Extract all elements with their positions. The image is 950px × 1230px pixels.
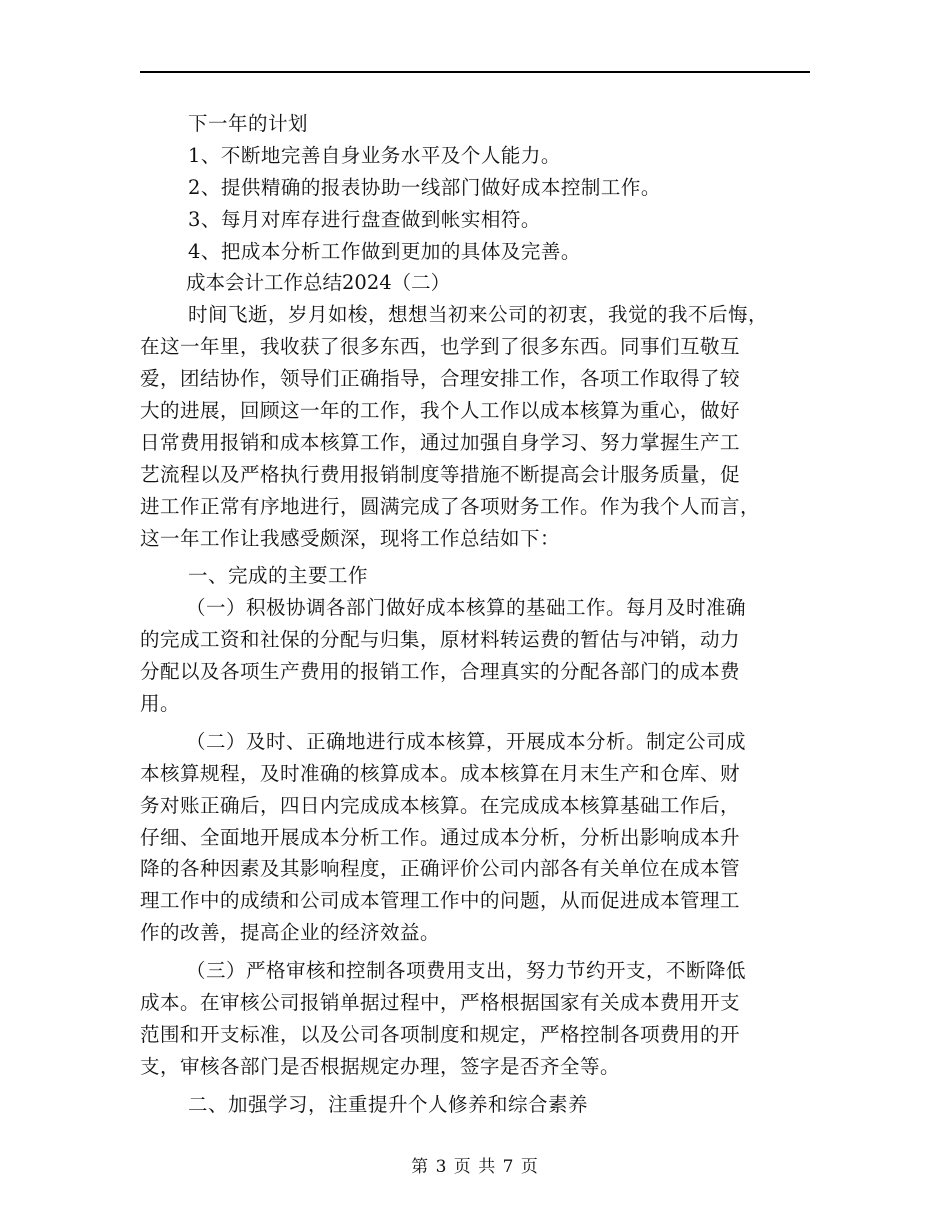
paragraph-line: 艺流程以及严格执行费用报销制度等措施不断提高会计服务质量，促 [140, 462, 741, 486]
page-number: 第 3 页 共 7 页 [411, 1157, 539, 1177]
heading-study: 二、加强学习，注重提升个人修养和综合素养 [188, 1092, 589, 1116]
paragraph-line: （三）严格审核和控制各项费用支出，努力节约开支，不断降低 [186, 959, 747, 983]
paragraph-line: 分配以及各项生产费用的报销工作，合理真实的分配各部门的成本费 [140, 660, 741, 684]
paragraph-line: 的完成工资和社保的分配与归集，原材料转运费的暂估与冲销，动力 [140, 628, 741, 652]
paragraph-line: 进工作正常有序地进行，圆满完成了各项财务工作。作为我个人而言， [140, 494, 761, 518]
paragraph-line: 范围和开支标准，以及公司各项制度和规定，严格控制各项费用的开 [140, 1022, 741, 1046]
plan-item-3: 3、每月对库存进行盘查做到帐实相符。 [188, 207, 541, 231]
paragraph-line: 时间飞逝，岁月如梭，想想当初来公司的初衷，我觉的我不后悔， [188, 303, 769, 327]
paragraph-basic-work [140, 592, 810, 720]
paragraph-line: 作的改善，提高企业的经济效益。 [140, 921, 441, 945]
paragraph-line: （二）及时、正确地进行成本核算，开展成本分析。制定公司成 [186, 729, 747, 753]
paragraph-line: 爱，团结协作，领导们正确指导，合理安排工作，各项工作取得了较 [140, 367, 741, 391]
paragraph-line: 支，审核各部门是否根据规定办理，签字是否齐全等。 [140, 1054, 621, 1078]
plan-item-4: 4、把成本分析工作做到更加的具体及完善。 [188, 239, 581, 263]
paragraph-line: 成本。在审核公司报销单据过程中，严格根据国家有关成本费用开支 [140, 991, 741, 1015]
heading-main-work: 一、完成的主要工作 [188, 564, 369, 588]
paragraph-line: （一）积极协调各部门做好成本核算的基础工作。每月及时准确 [186, 596, 747, 620]
plan-heading: 下一年的计划 [188, 112, 309, 135]
plan-item-1: 1、不断地完善自身业务水平及个人能力。 [188, 143, 561, 167]
document-body [140, 108, 810, 1121]
paragraph-line: 降的各种因素及其影响程度，正确评价公司内部各有关单位在成本管 [140, 857, 741, 881]
paragraph-line: 务对账正确后，四日内完成成本核算。在完成成本核算基础工作后， [140, 793, 741, 817]
header-rule [140, 71, 810, 73]
paragraph-line: 日常费用报销和成本核算工作，通过加强自身学习、努力掌握生产工 [140, 430, 741, 454]
plan-item-2: 2、提供精确的报表协助一线部门做好成本控制工作。 [188, 175, 661, 199]
paragraph-expense-control [140, 955, 810, 1083]
paragraph-line: 用。 [140, 692, 181, 716]
intro-paragraph [140, 299, 810, 554]
section-title: 成本会计工作总结2024（二） [186, 271, 451, 295]
paragraph-line: 大的进展，回顾这一年的工作，我个人工作以成本核算为重心，做好 [140, 399, 741, 423]
paragraph-line: 这一年工作让我感受颇深，现将工作总结如下： [140, 526, 561, 550]
paragraph-line: 本核算规程，及时准确的核算成本。成本核算在月末生产和仓库、财 [140, 761, 741, 785]
paragraph-line: 在这一年里，我收获了很多东西，也学到了很多东西。同事们互敬互 [140, 335, 741, 359]
paragraph-line: 理工作中的成绩和公司成本管理工作中的问题，从而促进成本管理工 [140, 889, 741, 913]
paragraph-cost-accounting [140, 726, 810, 949]
paragraph-line: 仔细、全面地开展成本分析工作。通过成本分析，分析出影响成本升 [140, 825, 741, 849]
